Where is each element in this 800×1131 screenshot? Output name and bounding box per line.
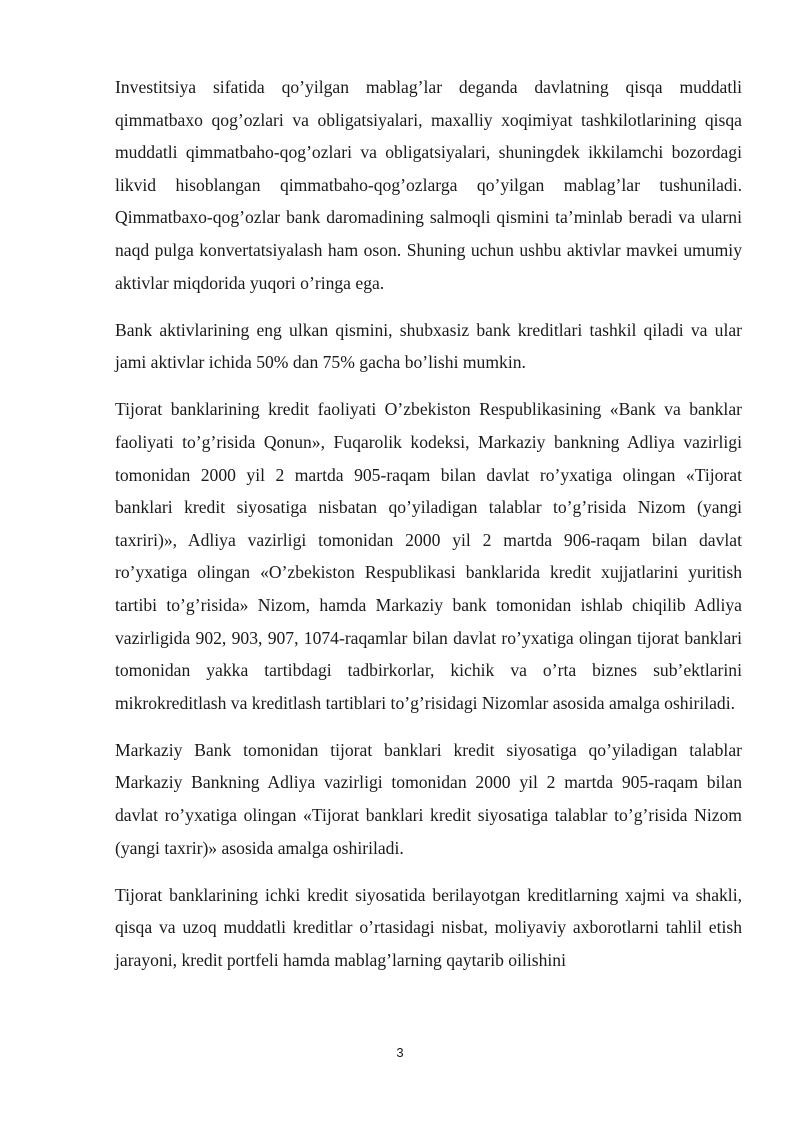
paragraph-bank-credits-share: Bank aktivlarining eng ulkan qismini, shubxasiz bank kreditlari tashkil qiladi va ular jami aktivlar ichida 50% dan 75% gacha bo’lishi mumkin. bbox=[115, 319, 742, 373]
page-number: 3 bbox=[396, 1045, 404, 1060]
paragraph-securities-investment: Investitsiya sifatida qo’yilgan mablag’lar deganda davlatning qisqa muddatli qimmatbaxo qog’ozlari va obligatsiyalari, maxalliy xoqimiyat tashkilotlarining qisqa muddatli qimmatbaho-qog’ozlari va obligatsiyalari, shuningdek ikkilamchi bozordagi likvid hisoblangan qimmatbaho-qog’ozlarga qo’yilgan mablag’lar tushuniladi. Qimmatbaxo-qog’ozlar bank daromadining salmoqli qismini ta’minlab beradi va ularni naqd pulga konvertatsiyalash ham oson. Shuning uchun ushbu aktivlar mavkei umumiy aktivlar miqdorida yuqori o’ringa ega. bbox=[115, 77, 742, 293]
paragraph-credit-activity-legal-basis: Tijorat banklarining kredit faoliyati O’zbekiston Respublikasining «Bank va banklar faoliyati to’g’risida Qonun», Fuqarolik kodeksi, Markaziy bankning Adliya vazirligi tomonidan 2000 yil 2 martda 905-raqam bilan davlat ro’yxatiga olingan «Tijorat banklari kredit siyosatiga nisbatan qo’yiladigan talablar to’g’risida Nizom (yangi taxriri)», Adliya vazirligi tomonidan 2000 yil 2 martda 906-raqam bilan davlat ro’yxatiga olingan «O’zbekiston Respublikasi banklarida kredit xujjatlarini yuritish tartibi to’g’risida» Nizom, hamda Markaziy bank tomonidan ishlab chiqilib Adliya vazirligida 902, 903, 907, 1074-raqamlar bilan davlat ro’yxatiga olingan tijorat banklari tomonidan yakka tartibdagi tadbirkorlar, kichik va o’rta biznes sub’ektlarini mikrokreditlash va kreditlash tartiblari to’g’risidagi Nizomlar asosida amalga oshiriladi. bbox=[115, 399, 742, 713]
paragraph-internal-credit-policy: Tijorat banklarining ichki kredit siyosatida berilayotgan kreditlarning xajmi va shakli, qisqa va uzoq muddatli kreditlar o’rtasidagi nisbat, moliyaviy axborotlarni tahlil etish jarayoni, kredit portfeli hamda mablag’larning qaytarib oilishini bbox=[115, 884, 742, 970]
paragraph-central-bank-requirements: Markaziy Bank tomonidan tijorat banklari kredit siyosatiga qo’yiladigan talablar Markaziy Bankning Adliya vazirligi tomonidan 2000 yil 2 martda 905-raqam bilan davlat ro’yxatiga olingan «Tijorat banklari kredit siyosatiga talablar to’g’risida Nizom (yangi taxrir)» asosida amalga oshiriladi. bbox=[115, 739, 742, 858]
document-body bbox=[115, 71, 742, 991]
